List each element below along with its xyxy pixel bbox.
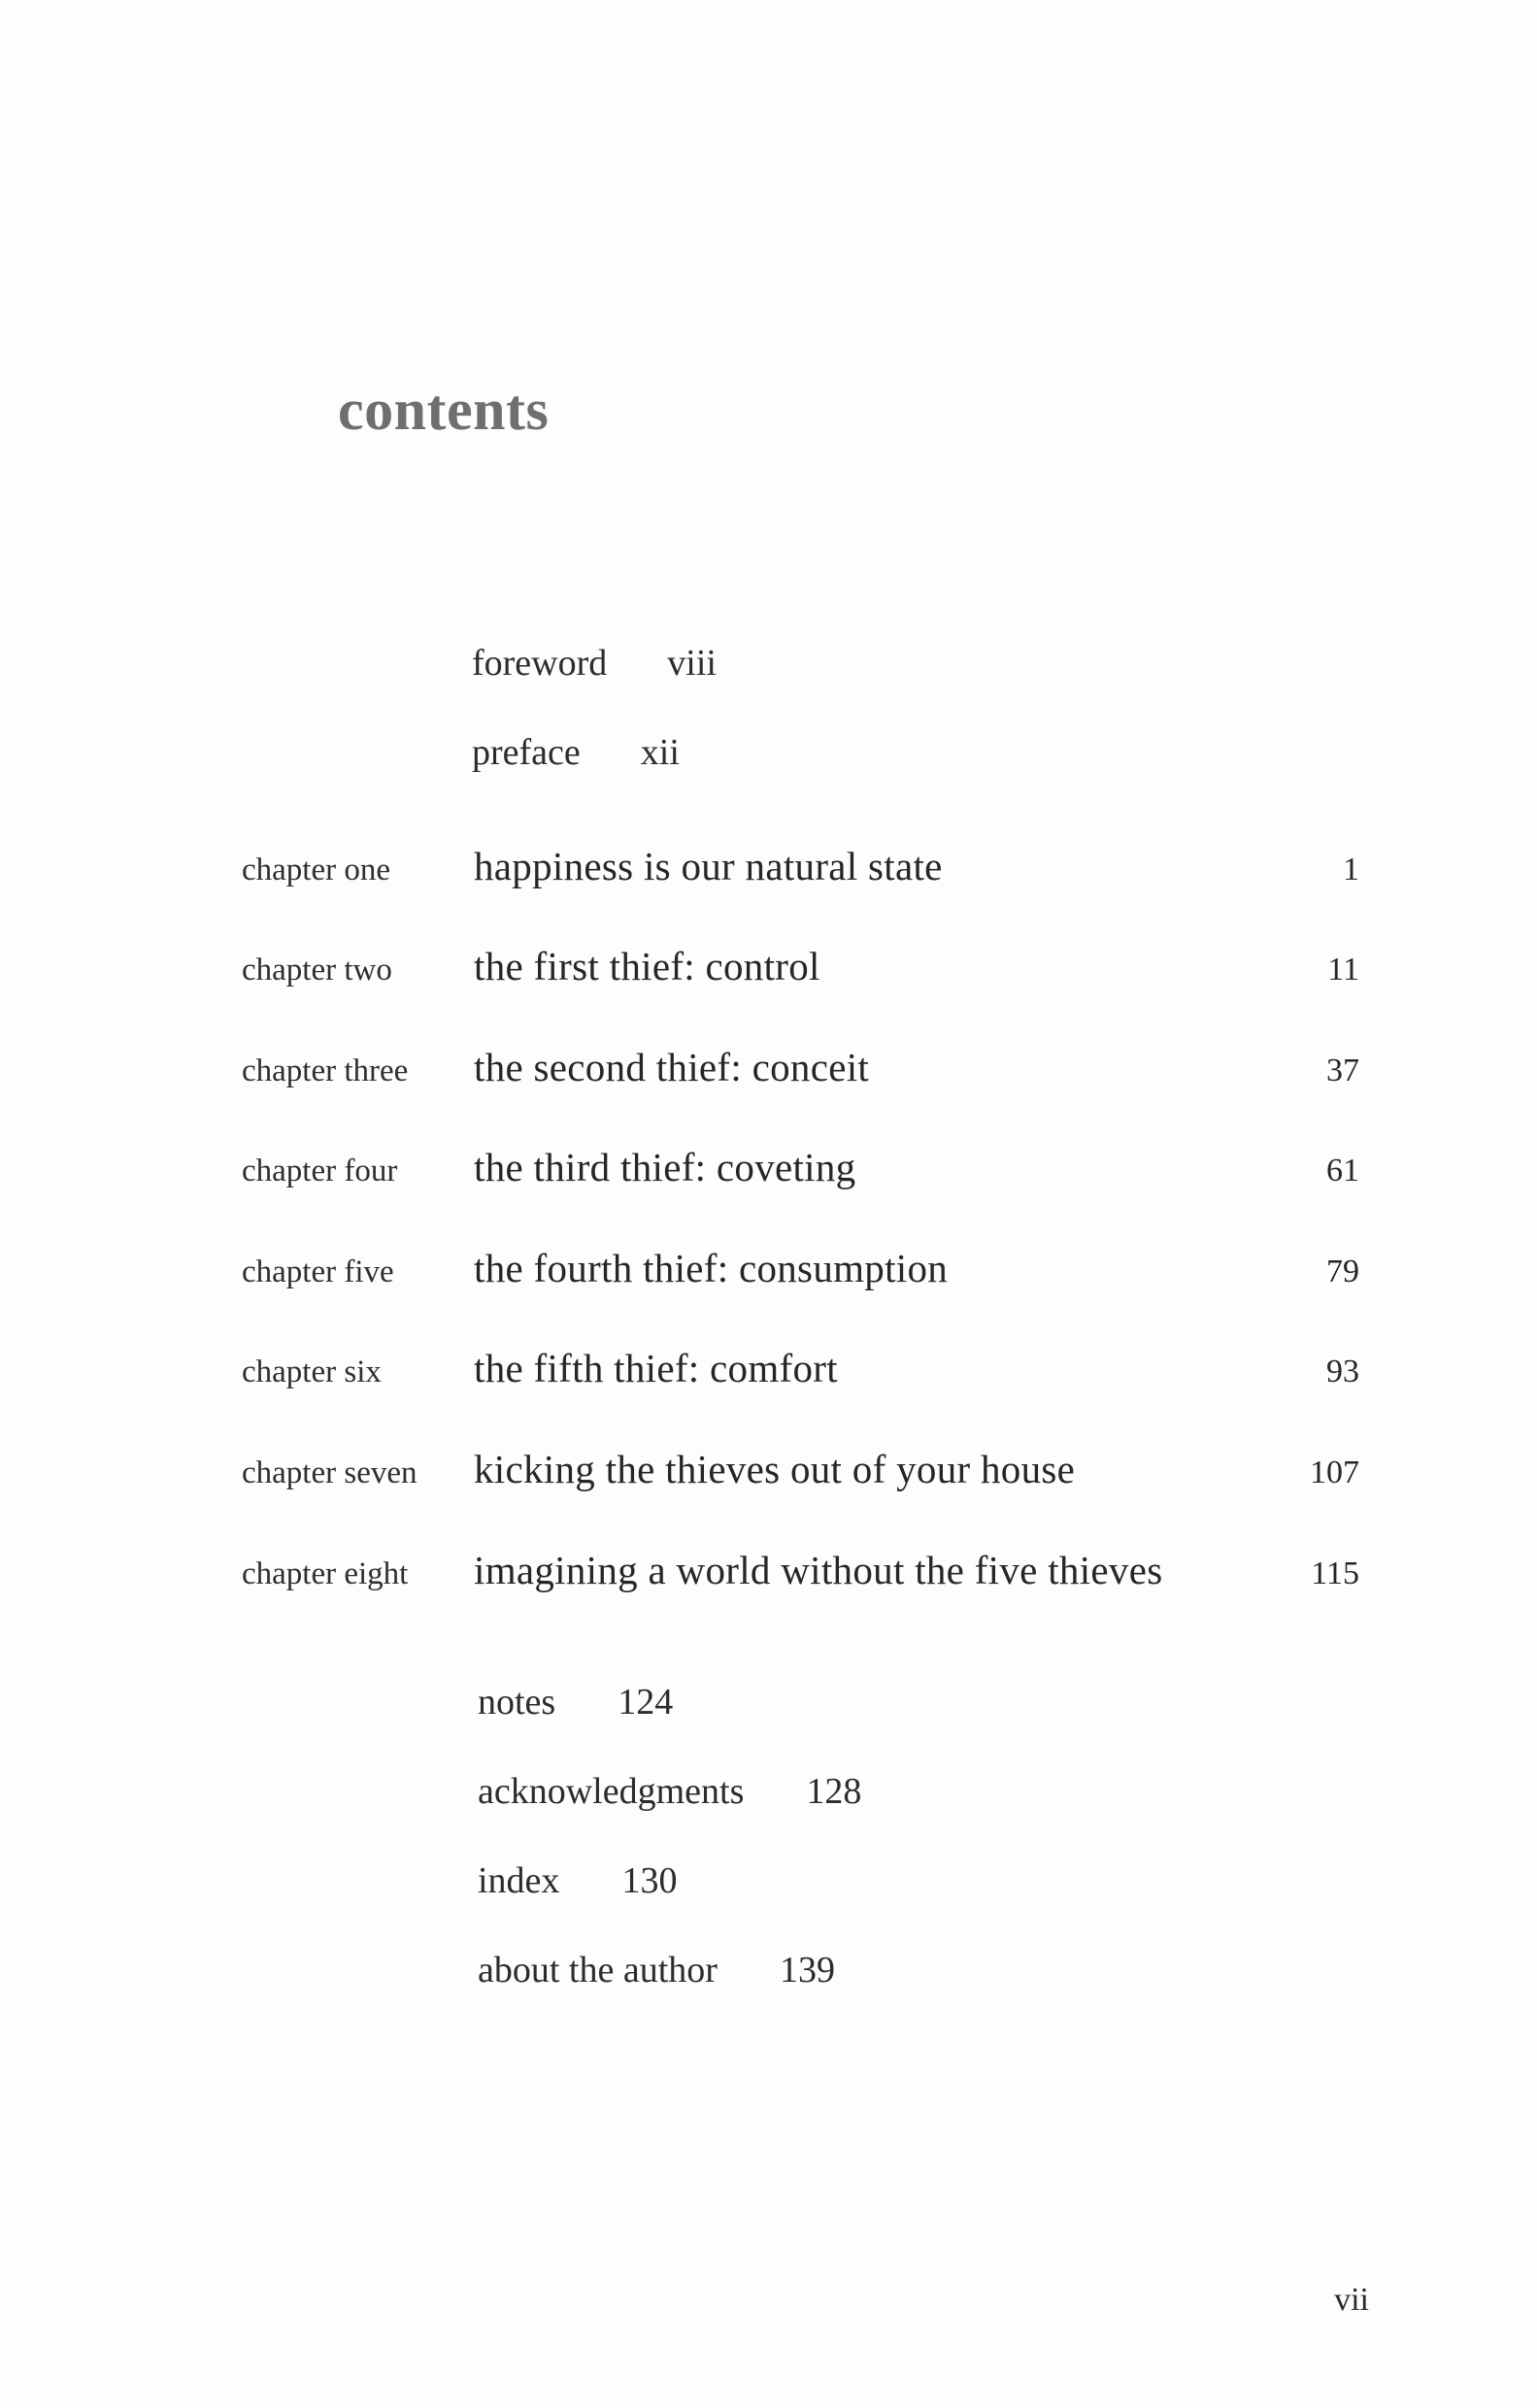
chapter-label: chapter six (242, 1354, 382, 1389)
entry-page-number: 139 (779, 1950, 835, 1990)
toc-entry-notes[interactable] (478, 1684, 673, 1721)
entry-page-number: 130 (621, 1860, 678, 1901)
chapter-title: the second thief: conceit (474, 1045, 870, 1089)
chapter-label: chapter three (242, 1054, 409, 1088)
toc-chapter-row[interactable] (0, 1532, 1537, 1590)
chapter-page-number: 1 (1343, 852, 1359, 887)
page-folio: vii (1334, 2282, 1369, 2318)
chapter-label: chapter five (242, 1254, 394, 1289)
toc-entry-preface[interactable] (472, 734, 680, 771)
entry-page-number: 128 (806, 1771, 862, 1812)
chapter-label: chapter seven (242, 1455, 418, 1490)
chapter-label: chapter one (242, 853, 390, 887)
toc-entry-index[interactable] (478, 1862, 677, 1899)
entry-label: foreword (472, 643, 608, 684)
chapter-page-number: 107 (1310, 1455, 1359, 1490)
entry-label: notes (478, 1682, 556, 1722)
chapter-title: the fifth thief: comfort (474, 1346, 838, 1390)
entry-label: preface (472, 732, 581, 773)
chapter-page-number: 93 (1326, 1354, 1359, 1389)
toc-entry-acknowledgments[interactable] (478, 1773, 861, 1810)
chapter-title: happiness is our natural state (474, 844, 943, 888)
chapter-title: kicking the thieves out of your house (474, 1447, 1076, 1491)
entry-page-number: xii (640, 732, 680, 773)
toc-entry-foreword[interactable] (472, 645, 717, 682)
toc-chapter-row[interactable] (0, 1330, 1537, 1388)
chapter-page-number: 37 (1326, 1053, 1359, 1088)
chapter-page-number: 61 (1326, 1153, 1359, 1188)
toc-chapter-row[interactable] (0, 1029, 1537, 1087)
chapter-page-number: 79 (1326, 1254, 1359, 1289)
chapter-title: the fourth thief: consumption (474, 1246, 949, 1290)
toc-chapter-row[interactable] (0, 828, 1537, 886)
toc-chapter-row[interactable] (0, 1230, 1537, 1288)
chapter-title: the first thief: control (474, 944, 820, 988)
entry-label: index (478, 1860, 560, 1901)
entry-page-number: 124 (618, 1682, 674, 1722)
chapter-page-number: 11 (1327, 952, 1359, 987)
chapter-label: chapter two (242, 953, 392, 987)
chapter-page-number: 115 (1311, 1555, 1359, 1591)
entry-label: about the author (478, 1950, 718, 1990)
toc-chapter-row[interactable] (0, 928, 1537, 987)
chapter-label: chapter eight (242, 1556, 409, 1591)
chapter-title: imagining a world without the five thieves (474, 1548, 1163, 1592)
toc-entry-about-the-author[interactable] (478, 1952, 835, 1989)
toc-chapter-row[interactable] (0, 1129, 1537, 1187)
chapter-title: the third thief: coveting (474, 1145, 856, 1189)
toc-chapter-row[interactable] (0, 1431, 1537, 1489)
chapter-label: chapter four (242, 1154, 398, 1188)
contents-heading: contents (338, 378, 550, 442)
entry-label: acknowledgments (478, 1771, 745, 1812)
entry-page-number: viii (667, 643, 717, 684)
